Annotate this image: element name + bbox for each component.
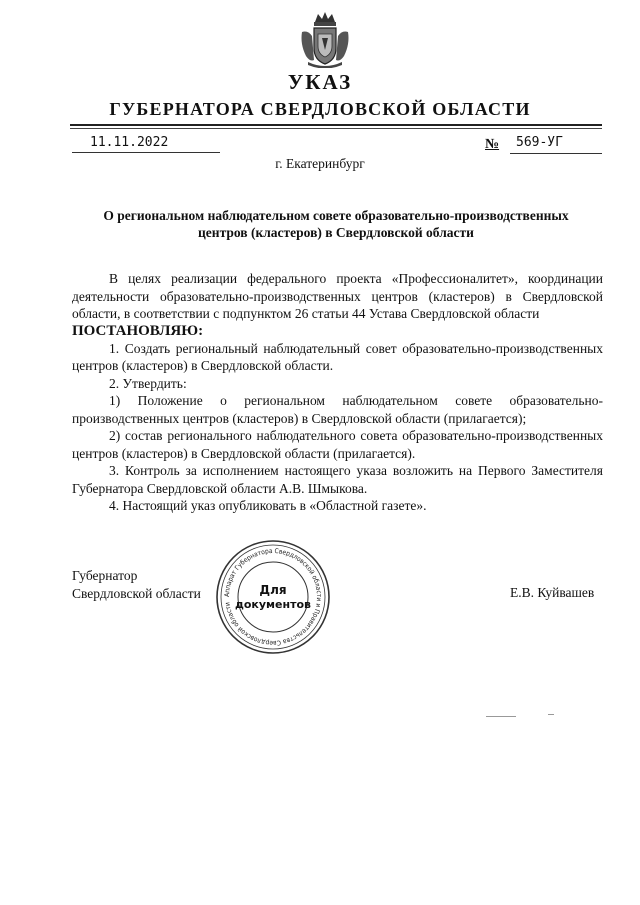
decree-item: 4. Настоящий указ опубликовать в «Областной газете». [109, 498, 427, 513]
scan-mark [486, 716, 516, 717]
decree-heading-line: О региональном наблюдательном совете образовательно-производственных [103, 208, 569, 223]
document-type-title: УКАЗ [287, 70, 353, 94]
decree-number: 569-УГ [516, 135, 563, 150]
decree-item: 1. Создать региональный наблюдательный совет образовательно-производственных центров (кластеров) в Свердловской области. [72, 340, 603, 373]
number-sign: № [485, 137, 500, 152]
decree-body [72, 270, 603, 515]
decree-heading [66, 207, 606, 241]
signer-position-line: Губернатор [72, 568, 138, 583]
coat-of-arms-icon [298, 10, 352, 68]
decree-word: ПОСТАНОВЛЯЮ: [72, 322, 204, 339]
city-name: г. Екатеринбург [275, 156, 365, 171]
decree-date: 11.11.2022 [90, 135, 169, 150]
number-underline [510, 153, 602, 154]
decree-subitem: 2) состав регионального наблюдательного совета образовательно-производственных центров (кластеров) в Свердловской области (прилагается). [72, 428, 603, 461]
date-underline [72, 152, 220, 153]
official-stamp [214, 538, 332, 656]
signer-name: Е.В. Куйвашев [510, 585, 595, 600]
stamp-center-text: Для [259, 583, 287, 597]
decree-item: 2. Утвердить: [109, 375, 187, 391]
scan-mark [548, 714, 554, 715]
signer-position-line: Свердловской области [72, 586, 201, 601]
stamp-center-text: документов [234, 598, 312, 611]
header-rule-thin [70, 128, 602, 129]
decree-subitem: 1) Положение о региональном наблюдательном совете образовательно-производственных центров (кластеров) в Свердловской области (прилагается); [72, 393, 603, 426]
signer-position [72, 567, 201, 603]
stamp-ring-text: Аппарат Губернатора Свердловской области и Правительства Свердловской области [222, 546, 324, 648]
issuer-title: ГУБЕРНАТОРА СВЕРДЛОВСКОЙ ОБЛАСТИ [109, 99, 531, 119]
decree-heading-line: центров (кластеров) в Свердловской области [198, 225, 474, 240]
header-rule-thick [70, 124, 602, 126]
decree-item: 3. Контроль за исполнением настоящего указа возложить на Первого Заместителя Губернатора Свердловской области А.В. Шмыкова. [72, 463, 603, 496]
preamble-paragraph: В целях реализации федерального проекта «Профессионалитет», координации деятельности образовательно-производственных центров (кластеров) в Свердловской области, в соответствии с подпунктом 26 статьи 44 Устава Свердловской области [72, 271, 603, 321]
